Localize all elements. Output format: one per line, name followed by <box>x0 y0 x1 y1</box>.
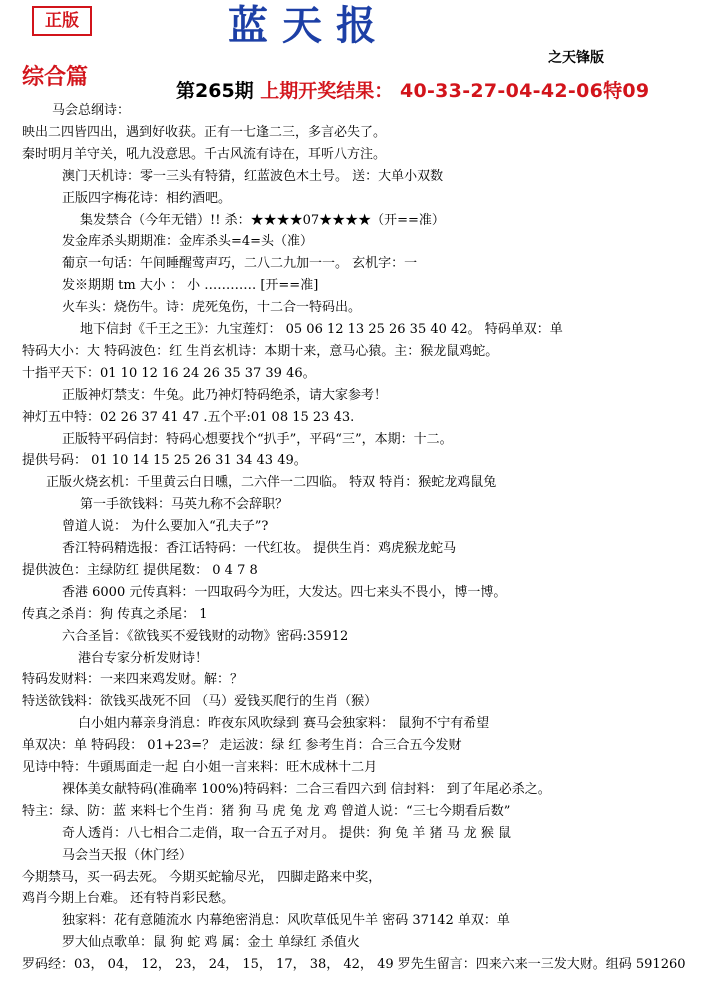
text-line: 独家料：花有意随流水 内幕绝密消息：风吹草低见牛羊 密码 37142 单双：单 <box>62 913 510 929</box>
text-line: 地下信封《千王之王》：九宝莲灯： 05 06 12 13 25 26 35 40 42。 特码单双：单 <box>80 322 563 337</box>
text-line: 正版火烧玄机：千里黄云白日曛，二六伴一二四临。 特双 特肖：猴蛇龙鸡鼠兔 <box>46 475 497 491</box>
text-line: 罗大仙点歌单：鼠 狗 蛇 鸡 属：金土 单绿红 杀值火 <box>62 935 360 951</box>
section-title: 综合篇 <box>22 64 89 90</box>
text-line: 马会当天报（休门经） <box>62 847 193 863</box>
text-line: 特送欲钱料：欲钱买战死不回 （马）爱钱买爬行的生肖（猴） <box>22 694 378 710</box>
text-line: 见诗中特：牛頭馬面走一起 白小姐一言来料：旺木成林十二月 <box>22 760 378 775</box>
text-line: 曾道人说： 为什么要加入“孔夫子”? <box>62 519 269 535</box>
text-line: 特码大小：大 特码波色：红 生肖玄机诗：本期十来，意马心猿。主：猴龙鼠鸡蛇。 <box>22 343 499 359</box>
text-line: 白小姐内幕亲身消息：昨夜东风吹绿到 赛马会独家料： 鼠狗不宁有希望 <box>78 716 490 732</box>
text-line: 单双决：单 特码段： 01+23=？ 走运波：绿 红 参考生肖：合三合五今发财 <box>22 738 462 754</box>
edition-label: 之天锋版 <box>548 50 604 66</box>
text-line: 鸡肖今期上台难。 还有特肖彩民愁。 <box>22 891 235 907</box>
text-line: 集发禁合（今年无错）!! 杀：★★★★07★★★★（开==准） <box>80 212 445 228</box>
text-line: 发金库杀头期期准：金库杀头=4=头（准） <box>62 234 314 250</box>
text-line: 正版四字梅花诗：相约酒吧。 <box>62 190 232 206</box>
text-line: 提供号码： 01 10 14 15 25 26 31 34 43 49。 <box>22 453 307 469</box>
text-line: 裸体美女献特码(准确率 100%)特码料：二合三看四六到 信封料： 到了年尾必杀之。 <box>62 781 551 797</box>
masthead-title: 蓝天报 <box>228 2 390 49</box>
result-label: 上期开奖结果： <box>260 80 394 102</box>
text-line: 葡京一句话：午间睡醒莺声巧，二八二九加一一。 玄机字：一 <box>62 256 418 272</box>
text-line: 六合圣旨：《欲钱买不爱钱财的动物》密码:35912 <box>62 628 349 644</box>
text-line: 港台专家分析发财诗！ <box>78 650 209 666</box>
issue-line <box>176 76 649 103</box>
text-line: 奇人透肖：八七相合二走俏，取一合五子对月。 提供：狗 兔 羊 猪 马 龙 猴 鼠 <box>62 825 512 841</box>
text-line: 神灯五中特：02 26 37 41 47 .五个平:01 08 15 23 43. <box>22 409 355 425</box>
text-line: 罗码经：03， 04， 12， 23， 24， 15， 17， 38， 42， 49 罗先生留言：四来六来一三发大财。组码 591260 <box>22 957 686 973</box>
text-line: 传真之杀肖：狗 传真之杀尾： 1 <box>22 606 208 622</box>
text-line: 马会总纲诗： <box>52 103 131 118</box>
text-line: 香港 6000 元传真料：一四取码今为旺，大发达。四七来头不畏小，博一博。 <box>62 584 507 600</box>
text-line: 发※期期 tm 大小 ： 小 ………… [开==准] <box>62 278 319 294</box>
text-line: 今期禁马，买一码去死。 今期买蛇输尽光， 四脚走路来中奖， <box>22 869 382 885</box>
text-line: 特主：绿、防：蓝 来料七个生肖：猪 狗 马 虎 兔 龙 鸡 曾道人说：“三七今期看后数” <box>22 803 511 819</box>
text-line: 秦时明月羊守关，吼九没意思。千古风流有诗在，耳听八方注。 <box>22 146 387 162</box>
text-line: 火车头：烧伤牛。诗：虎死兔伤，十二合一特码出。 <box>62 300 362 316</box>
text-line: 香江特码精选报：香江话特码：一代红妆。 提供生肖：鸡虎猴龙蛇马 <box>62 541 457 556</box>
text-line: 正版特平码信封：特码心想要找个“扒手”，平码“三”，本期：十二。 <box>62 431 453 447</box>
result-numbers: 40-33-27-04-42-06特09 <box>399 80 650 102</box>
text-line: 特码发财料：一来四来鸡发财。解：？ <box>22 672 244 688</box>
text-line: 十指平天下：01 10 12 16 24 26 35 37 39 46。 <box>22 365 316 381</box>
text-line: 正版神灯禁支：牛兔。此乃神灯特码绝杀，请大家参考！ <box>62 387 388 403</box>
text-line: 澳门天机诗：零一三头有特猜，红蓝波色木土号。 送：大单小双数 <box>62 168 444 184</box>
genuine-stamp: 正版 <box>32 6 92 36</box>
text-line: 第一手欲钱料：马英九称不会辞职？ <box>80 497 289 513</box>
text-line: 映出二四皆四出，遇到好收获。正有一七逢二三，多言必失了。 <box>22 124 387 140</box>
issue-number: 第265期 <box>176 80 254 102</box>
text-line: 提供波色：主绿防红 提供尾数： 0 4 7 8 <box>22 562 258 578</box>
